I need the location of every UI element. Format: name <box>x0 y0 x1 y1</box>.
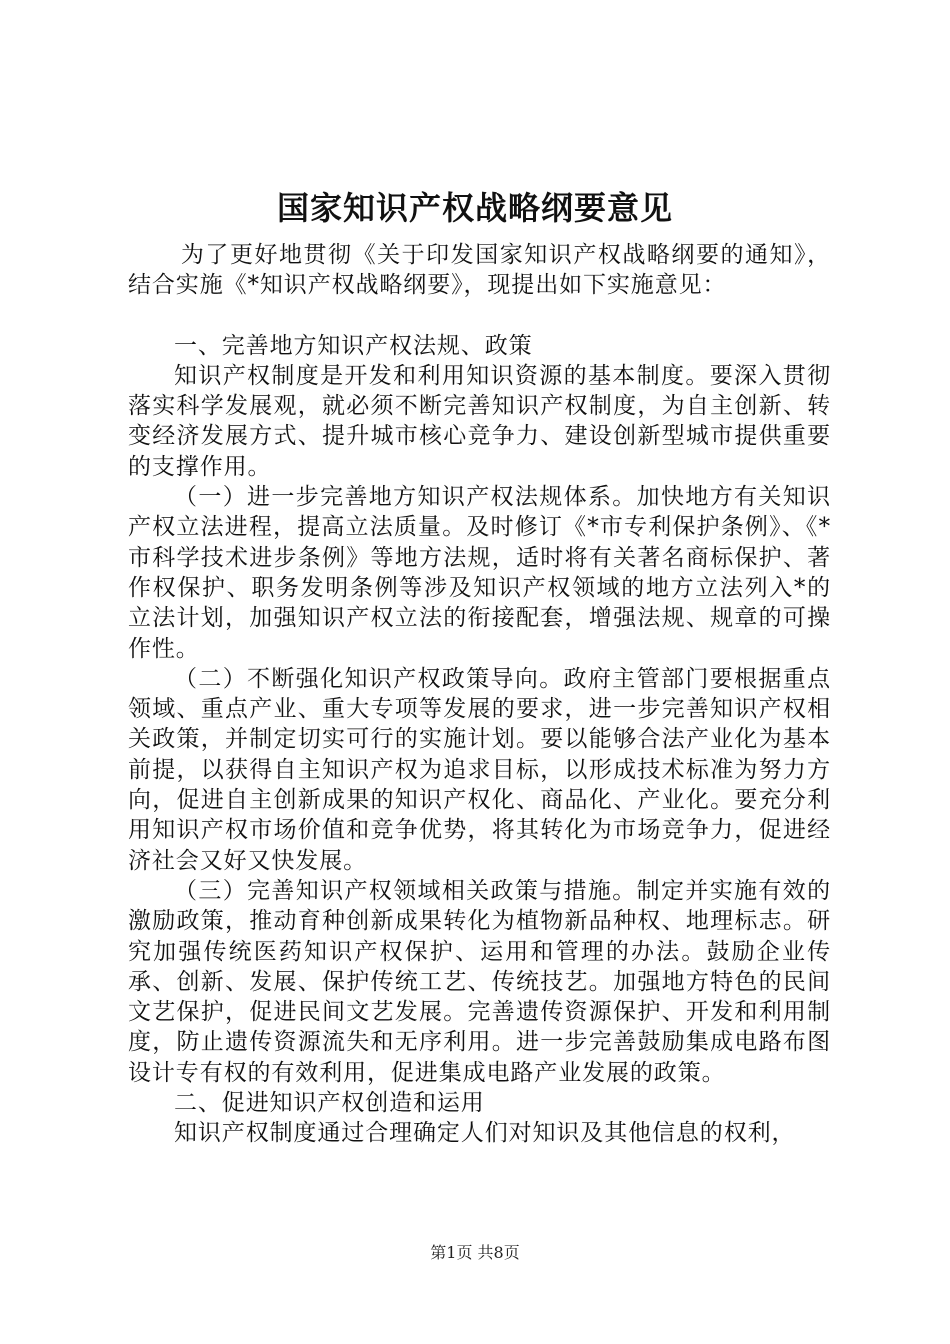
section-2-paragraph: 知识产权制度通过合理确定人们对知识及其他信息的权利， <box>174 1120 796 1147</box>
subsection-2-paragraph: （二）不断强化知识产权政策导向。政府主管部门要根据重点领域、重点产业、重大专项等发展的要求，进一步完善知识产权相关政策，并制定切实可行的实施计划。要以能够合法产业化为基本前提，以获得自主知识产权为追求目标，以形成技术标准为努力方向，促进自主创新成果的知识产权化、商品化、产业化。要充分利用知识产权市场价值和竞争优势，将其转化为市场竞争力，促进经济社会又好又快发展。 <box>128 665 831 874</box>
document-body <box>128 240 831 1149</box>
section-1-paragraph: 知识产权制度是开发和利用知识资源的基本制度。要深入贯彻落实科学发展观，就必须不断完善知识产权制度，为自主创新、转变经济发展方式、提升城市核心竞争力、建设创新型城市提供重要的支撑作用。 <box>128 362 831 480</box>
subsection-1-paragraph: （一）进一步完善地方知识产权法规体系。加快地方有关知识产权立法进程，提高立法质量。及时修订《*市专利保护条例》、《*市科学技术进步条例》等地方法规，适时将有关著名商标保护、著作权保护、职务发明条例等涉及知识产权领域的地方立法列入*的立法计划，加强知识产权立法的衔接配套，增强法规、规章的可操作性。 <box>128 484 831 662</box>
document-title: 国家知识产权战略纲要意见 <box>276 189 673 227</box>
section-heading-2: 二、促进知识产权创造和运用 <box>174 1090 485 1117</box>
intro-paragraph: 为了更好地贯彻《关于印发国家知识产权战略纲要的通知》，结合实施《*知识产权战略纲要》，现提出如下实施意见： <box>128 242 831 299</box>
subsection-3-paragraph: （三）完善知识产权领域相关政策与措施。制定并实施有效的激励政策，推动育种创新成果转化为植物新品种权、地理标志。研究加强传统医药知识产权保护、运用和管理的办法。鼓励企业传承、创新、发展、保护传统工艺、传统技艺。加强地方特色的民间文艺保护，促进民间文艺发展。完善遗传资源保护、开发和利用制度，防止遗传资源流失和无序利用。进一步完善鼓励集成电路布图设计专有权的有效利用，促进集成电路产业发展的政策。 <box>128 877 831 1086</box>
page-footer: 第1页 共8页 <box>430 1243 520 1262</box>
section-heading-1: 一、完善地方知识产权法规、政策 <box>174 332 533 359</box>
